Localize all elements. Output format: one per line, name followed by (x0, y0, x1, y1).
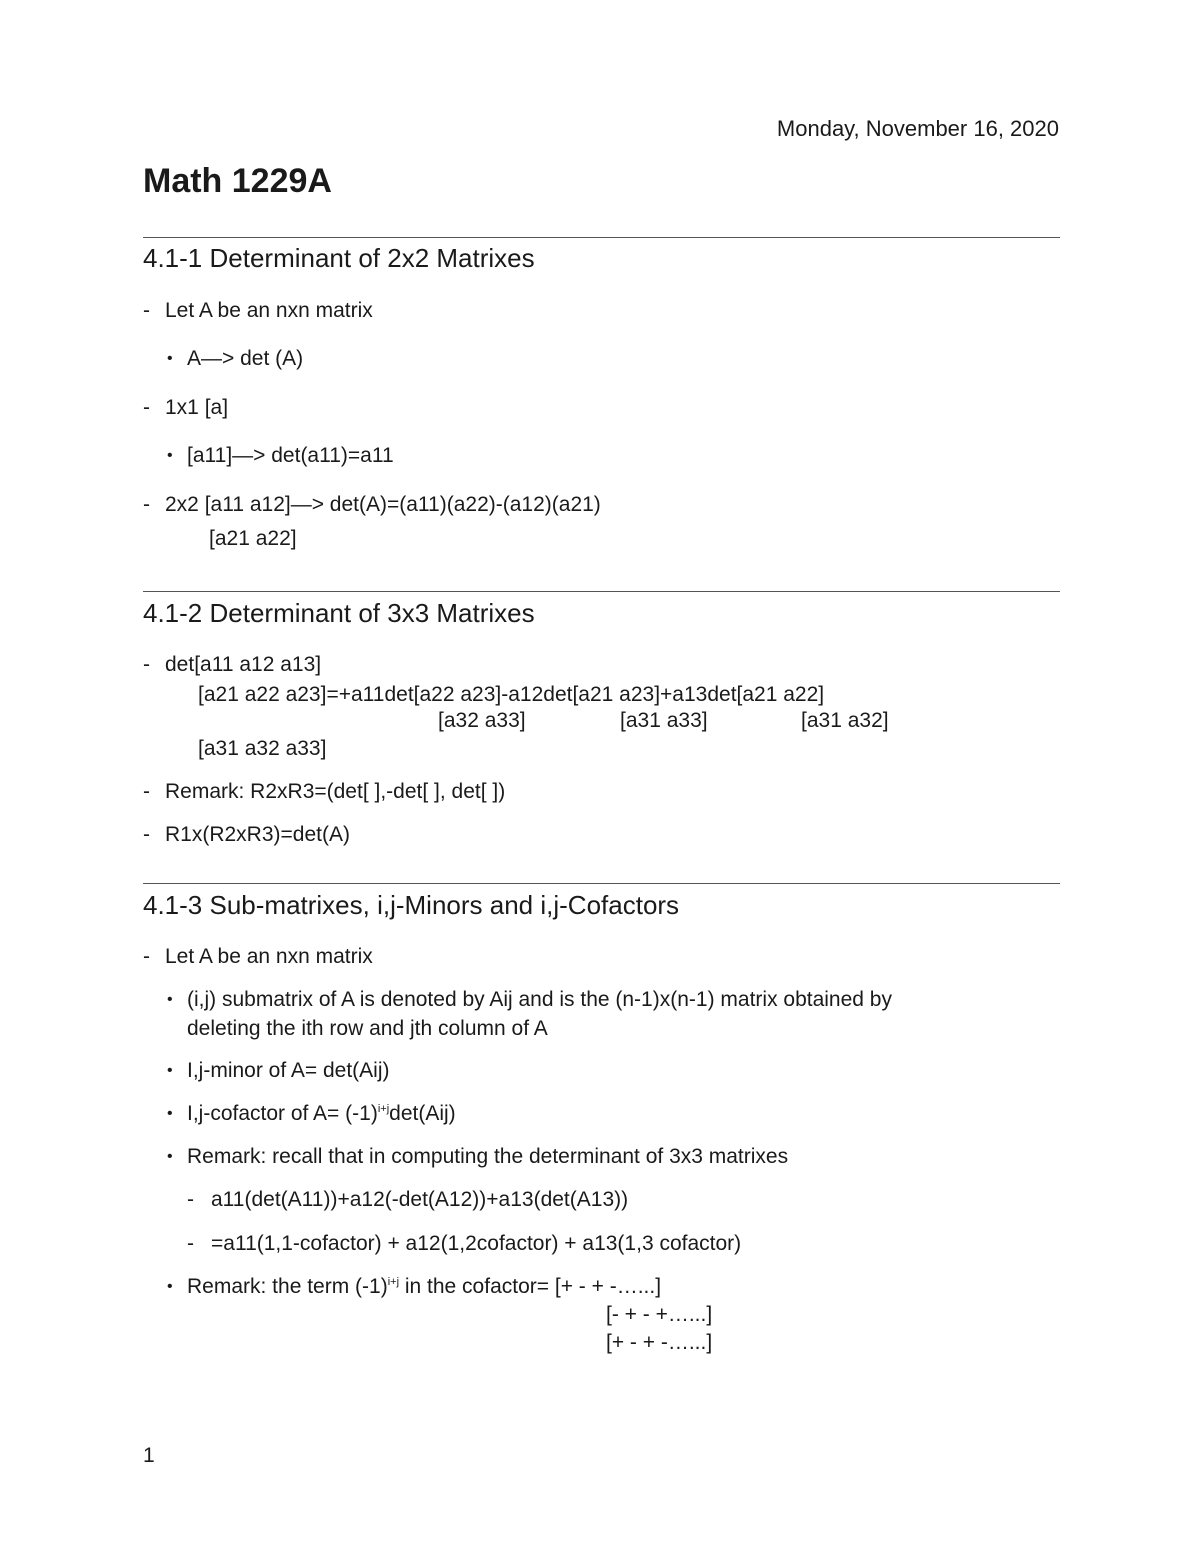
dot-bullet: • (167, 1148, 173, 1165)
list-item: 1x1 [a] (165, 396, 229, 419)
dash-bullet: - (143, 396, 150, 419)
list-item: Remark: recall that in computing the determinant of 3x3 matrixes (187, 1145, 789, 1168)
dot-bullet: • (167, 1062, 173, 1079)
exponent: i+j (387, 1276, 400, 1288)
exponent: i+j (377, 1103, 390, 1115)
matrix-row: [a31 a33] (620, 709, 708, 732)
matrix-row: [- + - +…...] (606, 1303, 713, 1326)
dash-bullet: - (143, 780, 150, 803)
dash-bullet: - (187, 1232, 194, 1255)
section-heading: 4.1-2 Determinant of 3x3 Matrixes (143, 598, 535, 628)
sub-list-item: a11(det(A11))+a12(-det(A12))+a13(det(A13)) (211, 1188, 629, 1211)
section-heading: 4.1-1 Determinant of 2x2 Matrixes (143, 243, 535, 273)
sub-list-item: =a11(1,1-cofactor) + a12(1,2cofactor) + a13(1,3 cofactor) (211, 1232, 742, 1255)
dot-bullet: • (167, 447, 173, 464)
matrix-row: [a21 a22] (209, 527, 297, 550)
dash-bullet: - (143, 823, 150, 846)
matrix-row: [a21 a22 a23]=+a11det[a22 a23]-a12det[a21 a23]+a13det[a21 a22] (198, 683, 825, 706)
page-title: Math 1229A (143, 162, 332, 200)
dash-bullet: - (143, 945, 150, 968)
list-item-continuation: deleting the ith row and jth column of A (187, 1017, 548, 1040)
list-item: A—> det (A) (187, 347, 304, 370)
list-item: 2x2 [a11 a12]—> det(A)=(a11)(a22)-(a12)(a21) (165, 493, 601, 516)
section-divider (143, 237, 1060, 238)
dash-bullet: - (143, 299, 150, 322)
dot-bullet: • (167, 1105, 173, 1122)
list-item: [a11]—> det(a11)=a11 (187, 444, 394, 467)
page-number: 1 (143, 1444, 155, 1467)
dash-bullet: - (187, 1188, 194, 1211)
section-heading: 4.1-3 Sub-matrixes, i,j-Minors and i,j-Cofactors (143, 890, 680, 920)
matrix-row: [+ - + -…...] (606, 1331, 713, 1354)
list-item: I,j-minor of A= det(Aij) (187, 1059, 390, 1082)
matrix-row: det[a11 a12 a13] (165, 653, 322, 676)
cofactor-text: I,j-cofactor of A= (-1) (187, 1102, 378, 1125)
matrix-row: [a32 a33] (438, 709, 526, 732)
cofactor-text-end: det(Aij) (389, 1102, 456, 1125)
list-item (187, 1102, 456, 1126)
list-item: Let A be an nxn matrix (165, 945, 373, 968)
dot-bullet: • (167, 350, 173, 367)
section-divider (143, 883, 1060, 884)
list-item (187, 1275, 661, 1299)
list-item: R1x(R2xR3)=det(A) (165, 823, 350, 846)
list-item: Remark: R2xR3=(det[ ],-det[ ], det[ ]) (165, 780, 506, 803)
dash-bullet: - (143, 653, 150, 676)
matrix-row: [a31 a32 a33] (198, 737, 327, 760)
list-item: (i,j) submatrix of A is denoted by Aij and is the (n-1)x(n-1) matrix obtained by (187, 988, 892, 1011)
dot-bullet: • (167, 991, 173, 1008)
document-date: Monday, November 16, 2020 (776, 116, 1059, 141)
list-item: Let A be an nxn matrix (165, 299, 373, 322)
matrix-row: [a31 a32] (801, 709, 889, 732)
remark-text: Remark: the term (-1) (187, 1275, 388, 1298)
dash-bullet: - (143, 493, 150, 516)
dot-bullet: • (167, 1278, 173, 1295)
remark-text-end: in the cofactor= [+ - + -…...] (399, 1275, 662, 1298)
section-divider (143, 591, 1060, 592)
